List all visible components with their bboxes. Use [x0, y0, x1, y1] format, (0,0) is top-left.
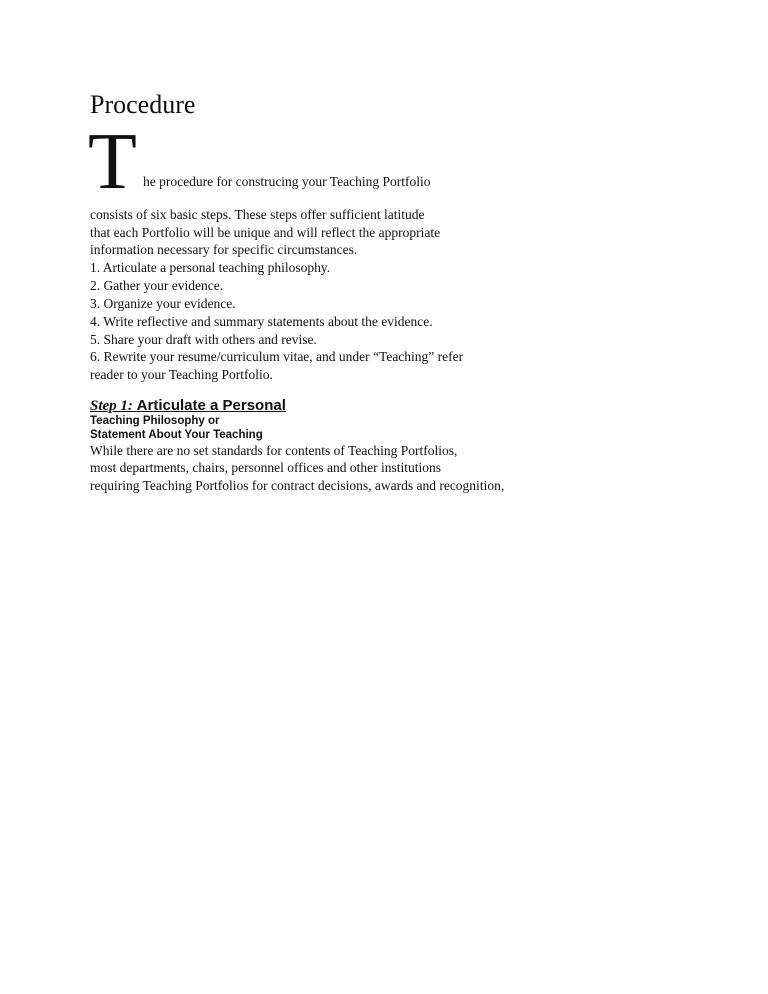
- intro-line: reader to your Teaching Portfolio.: [90, 367, 273, 382]
- step-number: Step 1:: [90, 398, 133, 414]
- step-title: Articulate a Personal: [136, 397, 286, 414]
- step-subtitle-line: Teaching Philosophy or: [90, 415, 220, 427]
- intro-line: consists of six basic steps. These steps offer sufficient latitude: [90, 207, 425, 222]
- step-list-item: 6. Rewrite your resume/curriculum vitae, and under “Teaching” refer: [90, 349, 464, 364]
- step-list-item: 4. Write reflective and summary statements about the evidence.: [90, 314, 433, 329]
- drop-cap-letter: T: [88, 118, 137, 206]
- body-line: requiring Teaching Portfolios for contract decisions, awards and recognition,: [90, 478, 505, 493]
- page-heading: Procedure: [90, 90, 196, 119]
- body-line: most departments, chairs, personnel offices and other institutions: [90, 460, 442, 475]
- body-line: While there are no set standards for contents of Teaching Portfolios,: [90, 443, 458, 458]
- intro-line: information necessary for specific circumstances.: [90, 242, 358, 257]
- step-list-item: 1. Articulate a personal teaching philosophy.: [90, 260, 331, 275]
- step-list-item: 5. Share your draft with others and revise.: [90, 332, 317, 347]
- step-1-heading: [90, 396, 286, 416]
- intro-first-line: he procedure for construcing your Teaching Portfolio: [143, 174, 431, 189]
- step-list-item: 3. Organize your evidence.: [90, 296, 236, 311]
- intro-line: that each Portfolio will be unique and will reflect the appropriate: [90, 225, 441, 240]
- step-subtitle-line: Statement About Your Teaching: [90, 429, 263, 441]
- step-list-item: 2. Gather your evidence.: [90, 278, 224, 293]
